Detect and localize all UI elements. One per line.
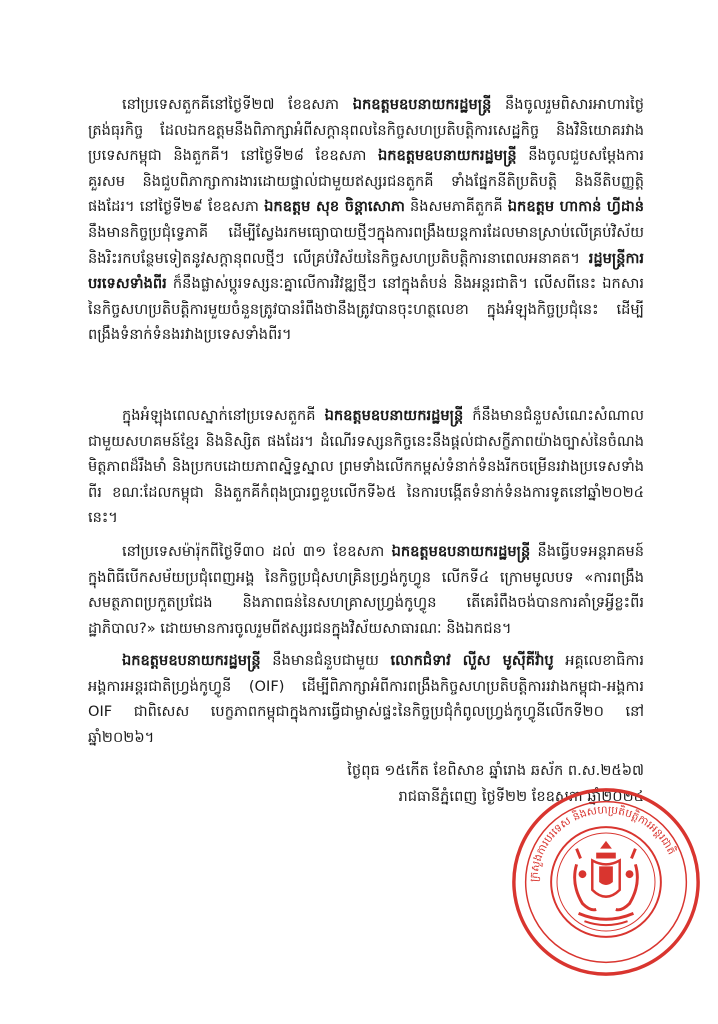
- bold-name-run: ឯកឧត្តមឧបនាយករដ្ឋមន្ត្រី: [391, 543, 531, 560]
- text-run: នឹងធ្វើបទអន្តរាគមន៍ ក្នុងពិធីបើកសម័យប្រជុំពេញអង្គ នៃកិច្ចប្រជុំសហគ្រិនហ្វ្រង់កូហ្វូន លើកទី៤ ក្រោមមូលបទ «ការពង្រឹងសមត្ថភាពប្រកួតប្រជែង និងភាពធន់នៃសហគ្រាសហ្វ្រង់កូហ្វូន តើគេរំពឹងចង់បានការគាំទ្រអ្វីខ្លះពីរដ្ឋាភិបាល?» ដោយមានការចូលរួមពីឥស្សរជនក្នុងវិស័យសាធារណៈ និងឯកជន។: [88, 543, 645, 637]
- text-run: ក៏នឹងមានជំនួបសំណេះសំណាលជាមួយសហគមន៍ខ្មែរ និងនិស្សិត ផងដែរ។ ដំណើរទស្សនកិច្ចនេះនឹងផ្តល់ជាសក្ខីភាពយ៉ាងច្បាស់នៃចំណងមិត្តភាពដ៏រឹងមាំ និងប្រកបដោយភាពស្និទ្ធស្នាល ព្រមទាំងលើកកម្ពស់ទំនាក់ទំនងរីកចម្រើនរវាងប្រទេសទាំងពីរ ខណៈដែលកម្ពុជា និងតួកគីកំពុងប្រារព្ធខួបលើកទី៦៥ នៃការបង្កើតទំនាក់ទំនងការទូតនៅឆ្នាំ២០២៤ នេះ។: [88, 407, 644, 527]
- paragraph-morocco-visit: [88, 539, 644, 641]
- bold-name-run: លោកជំទាវ លួីស មូស៊ីគីវ៉ាបូ: [390, 652, 554, 669]
- text-run: នៅប្រទេសតួកគីនៅថ្ងៃទី២៧ ខែឧសភា: [122, 96, 353, 113]
- place-date-line: រាជធានីភ្នំពេញ ថ្ងៃទី២២ ខែឧសភា ឆ្នាំ២០២៤: [398, 788, 644, 805]
- paragraph-oif-meeting: [88, 648, 644, 750]
- text-run: ក៏នឹងផ្លាស់ប្តូរទស្សនៈគ្នាលើការវិវឌ្ឍថ្មីៗ នៅក្នុងតំបន់ និងអន្តរជាតិ។ លើសពីនេះ ឯកសារនៃកិច្ចសហប្រតិបត្តិការមួយចំនួនត្រូវបានរំពឹងថានឹងត្រូវបានចុះហត្ថលេខា ក្នុងអំឡុងកិច្ចប្រជុំនេះ ដើម្បីពង្រឹងទំនាក់ទំនងរវាងប្រទេសទាំងពីរ។: [88, 275, 644, 344]
- paragraph-khmer-community: [88, 403, 644, 531]
- text-run: និងសមភាគីតួកគី: [404, 198, 508, 216]
- bold-name-run: ឯកឧត្តម ហាកាន់ ហ្វីដាន់: [507, 198, 644, 216]
- text-run: នឹងមានកិច្ចប្រជុំទ្វេភាគី ដើម្បីស្វែងរកមធ្យោបាយថ្មីៗក្នុងការពង្រឹងយន្តការដែលមានស្រាប់លើគ្រប់វិស័យ និងរិះរកបន្ថែមទៀតនូវសក្តានុពលថ្មីៗ លើគ្រប់វិស័យនៃកិច្ចសហប្រតិបត្តិការនាពេលអនាគត។: [88, 223, 644, 267]
- bold-name-run: ឯកឧត្តមឧបនាយករដ្ឋមន្ត្រី: [122, 652, 261, 669]
- text-run: នៅប្រទេសម៉ារ៉ុកពីថ្ងៃទី៣០ ដល់ ៣១ ខែឧសភា: [122, 543, 392, 560]
- text-run: ក្នុងអំឡុងពេលស្នាក់នៅប្រទេសតួកគី: [122, 407, 325, 424]
- bold-name-run: ឯកឧត្តមឧបនាយករដ្ឋមន្ត្រី: [324, 407, 464, 424]
- text-run: នឹងចូលរួមពិសារអាហារថ្ងៃត្រង់ធុរកិច្ច ដែលឯកឧត្តមនឹងពិភាក្សាអំពីសក្តានុពលនៃកិច្ចសហប្រតិបត្តិការសេដ្ឋកិច្ច និងវិនិយោគរវាងប្រទេសកម្ពុជា និងតួកគី។ នៅថ្ងៃទី២៨ ខែឧសភា: [88, 96, 644, 165]
- paragraph-turkey-visit: [88, 92, 644, 348]
- seal-ring-text: ក្រសួងការបរទេស និងសហប្រតិបត្តិការអន្តរជាតិ: [527, 803, 679, 883]
- bold-name-run: ឯកឧត្តមឧបនាយករដ្ឋមន្ត្រី: [352, 96, 492, 113]
- bold-name-run: ឯកឧត្តមឧបនាយករដ្ឋមន្ត្រី: [377, 147, 517, 165]
- bold-name-run: ឯកឧត្តម សុខ ចិន្តាសោភា: [264, 198, 405, 216]
- text-run: នឹងមានជំនួបជាមួយ: [260, 652, 391, 669]
- text-run: អគ្គលេខាធិការអង្គការអន្តរជាតិហ្វ្រង់កូហ្វូនី (OIF) ដើម្បីពិភាក្សាអំពីការពង្រឹងកិច្ចសហប្រតិបត្តិការរវាងកម្ពុជា-អង្គការ OIF ជាពិសេស បេក្ខភាពកម្ពុជាក្នុងការធ្វើជាម្ចាស់ផ្ទះនៃកិច្ចប្រជុំកំពូលហ្វ្រង់កូហ្វូនីលើកទី២០ នៅឆ្នាំ២០២៦។: [88, 652, 644, 746]
- lunar-date-line: ថ្ងៃពុធ ១៥កើត ខែពិសាខ ឆ្នាំរោង ឆស័ក ព.ស.២៥៦៧: [347, 762, 644, 779]
- bold-name-run: រដ្ឋមន្ត្រីការបរទេសទាំងពីរ: [88, 249, 644, 293]
- text-run: នឹងចូលជួបសម្តែងការគួរសម និងជួបពិភាក្សាការងារដោយផ្ទាល់ជាមួយឥស្សរជនតួកគី ទាំងផ្នែកនីតិប្រតិបត្តិ និងនីតិបញ្ញត្តិផងដែរ។ នៅថ្ងៃទី២៩ ខែឧសភា: [88, 147, 644, 216]
- ministry-seal-stamp: [508, 784, 704, 980]
